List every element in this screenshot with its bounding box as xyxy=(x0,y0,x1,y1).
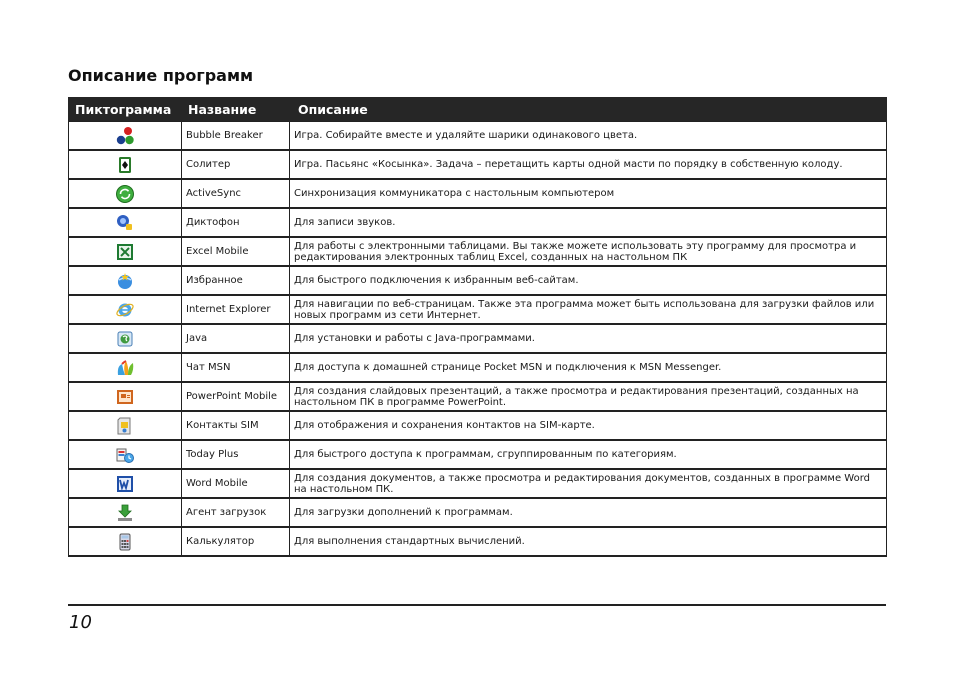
excel-icon xyxy=(115,242,135,262)
word-icon xyxy=(115,474,135,494)
program-description: Игра. Собирайте вместе и удаляйте шарики одинакового цвета. xyxy=(290,122,887,151)
table-row xyxy=(69,179,887,208)
activesync-icon xyxy=(115,184,135,204)
table-row xyxy=(69,122,887,151)
msn-icon xyxy=(115,358,135,378)
program-name: Word Mobile xyxy=(182,469,290,498)
header-name: Название xyxy=(182,97,290,122)
program-description: Для выполнения стандартных вычислений. xyxy=(290,527,887,556)
program-description: Для быстрого подключения к избранным веб-сайтам. xyxy=(290,266,887,295)
program-description: Для создания документов, а также просмотра и редактирования документов, созданных в программе Word на настольном ПК. xyxy=(290,469,887,498)
table-row xyxy=(69,527,887,556)
programs-table xyxy=(68,97,887,557)
program-name: ActiveSync xyxy=(182,179,290,208)
java-icon xyxy=(115,329,135,349)
program-description: Для установки и работы с Java-программами. xyxy=(290,324,887,353)
calculator-icon xyxy=(115,532,135,552)
favorites-icon xyxy=(115,271,135,291)
table-row xyxy=(69,266,887,295)
sim-contacts-icon xyxy=(115,416,135,436)
program-name: Калькулятор xyxy=(182,527,290,556)
program-description: Для доступа к домашней странице Pocket MSN и подключения к MSN Messenger. xyxy=(290,353,887,382)
program-description: Для быстрого доступа к программам, сгруппированным по категориям. xyxy=(290,440,887,469)
powerpoint-icon xyxy=(115,387,135,407)
program-name: Диктофон xyxy=(182,208,290,237)
program-name: Internet Explorer xyxy=(182,295,290,324)
footer-divider xyxy=(68,604,886,606)
table-row xyxy=(69,498,887,527)
table-row xyxy=(69,469,887,498)
table-row xyxy=(69,382,887,411)
table-row xyxy=(69,208,887,237)
program-name: PowerPoint Mobile xyxy=(182,382,290,411)
program-description: Игра. Пасьянс «Косынка». Задача – перетащить карты одной масти по порядку в собственную колоду. xyxy=(290,150,887,179)
program-description: Синхронизация коммуникатора с настольным компьютером xyxy=(290,179,887,208)
voice-recorder-icon xyxy=(115,213,135,233)
program-description: Для навигации по веб-страницам. Также эта программа может быть использована для загрузки файлов или новых программ из сети Интернет. xyxy=(290,295,887,324)
program-description: Для записи звуков. xyxy=(290,208,887,237)
program-name: Bubble Breaker xyxy=(182,122,290,151)
table-row xyxy=(69,295,887,324)
header-description: Описание xyxy=(290,97,887,122)
program-name: Today Plus xyxy=(182,440,290,469)
solitaire-icon xyxy=(115,155,135,175)
table-row xyxy=(69,150,887,179)
program-name: Избранное xyxy=(182,266,290,295)
bubble-breaker-icon xyxy=(115,126,135,146)
program-name: Солитер xyxy=(182,150,290,179)
program-name: Excel Mobile xyxy=(182,237,290,266)
page-title: Описание программ xyxy=(68,66,254,85)
program-name: Чат MSN xyxy=(182,353,290,382)
download-agent-icon xyxy=(115,503,135,523)
today-plus-icon xyxy=(115,445,135,465)
table-row xyxy=(69,324,887,353)
page-number: 10 xyxy=(69,612,92,633)
table-row xyxy=(69,353,887,382)
program-description: Для работы с электронными таблицами. Вы также можете использовать эту программу для просмотра и редактирования электронных таблиц Excel, созданных на настольном ПК xyxy=(290,237,887,266)
table-header-row xyxy=(69,97,887,122)
program-description: Для загрузки дополнений к программам. xyxy=(290,498,887,527)
header-icon: Пиктограмма xyxy=(69,97,182,122)
program-name: Агент загрузок xyxy=(182,498,290,527)
program-description: Для создания слайдовых презентаций, а также просмотра и редактирования презентаций, созданных на настольном ПК в программе PowerPoint. xyxy=(290,382,887,411)
program-name: Контакты SIM xyxy=(182,411,290,440)
table-row xyxy=(69,411,887,440)
table-row xyxy=(69,237,887,266)
program-name: Java xyxy=(182,324,290,353)
table-row xyxy=(69,440,887,469)
program-description: Для отображения и сохранения контактов на SIM-карте. xyxy=(290,411,887,440)
internet-explorer-icon xyxy=(115,300,135,320)
